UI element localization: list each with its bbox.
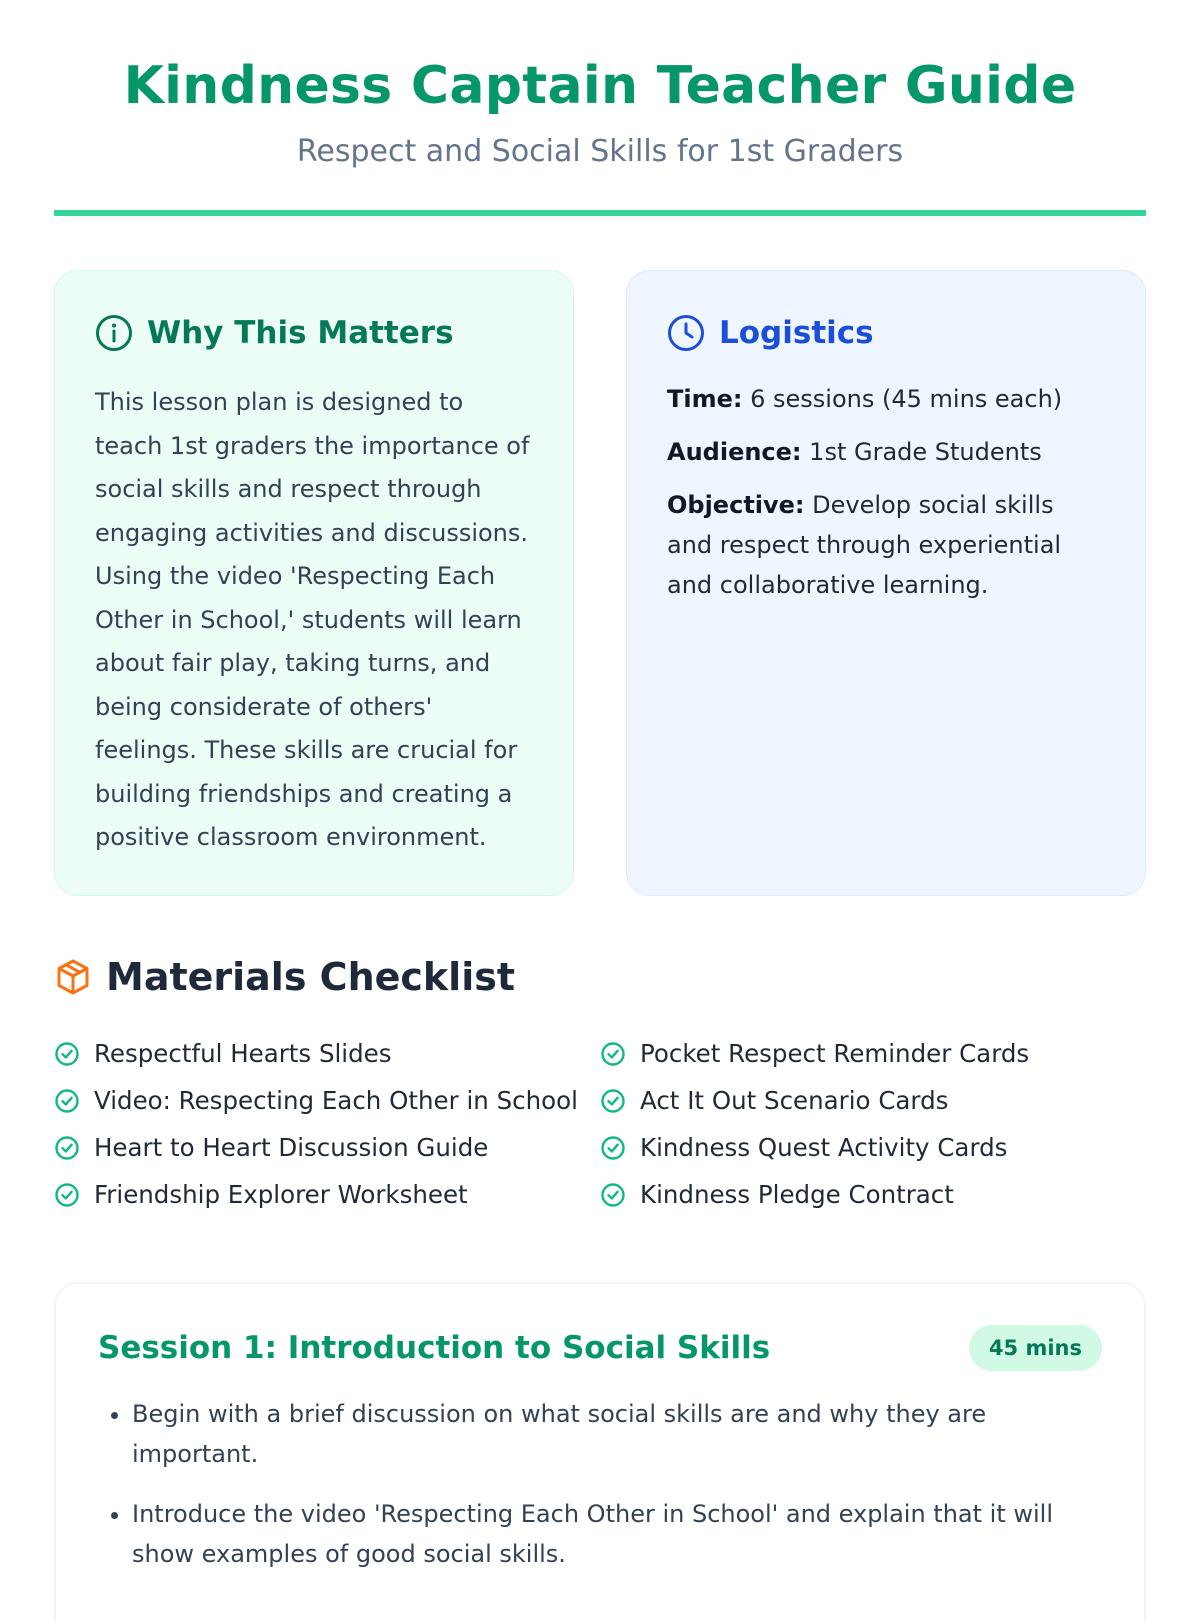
checklist-item-label: Respectful Hearts Slides (94, 1039, 392, 1068)
objective-label: Objective: (667, 491, 805, 519)
checklist-item-label: Kindness Pledge Contract (640, 1180, 954, 1209)
audience-value: 1st Grade Students (809, 438, 1042, 466)
page-title: Kindness Captain Teacher Guide (123, 56, 1077, 116)
check-circle-icon (54, 1041, 80, 1067)
checklist-item (600, 1171, 1146, 1218)
check-circle-icon (600, 1135, 626, 1161)
materials-section (54, 952, 1146, 1218)
materials-column-left (54, 1030, 600, 1218)
check-circle-icon (54, 1135, 80, 1161)
why-card-body: This lesson plan is designed to teach 1st graders the importance of social skills and respect through engaging activities and discussions. Using the video 'Respecting Each Other in School,' students will learn about fair play, taking turns, and being considerate of others' feelings. These skills are crucial for building friendships and creating a positive classroom environment. (95, 388, 530, 851)
session-1-title: Session 1: Introduction to Social Skills (98, 1330, 771, 1366)
logistics-time (667, 379, 1105, 419)
check-circle-icon (600, 1088, 626, 1114)
materials-column-right (600, 1030, 1146, 1218)
logistics-objective (667, 485, 1105, 605)
time-label: Time: (667, 385, 743, 413)
session-1-card (54, 1282, 1146, 1622)
time-value: 6 sessions (45 mins each) (750, 385, 1063, 413)
checklist-item-label: Video: Respecting Each Other in School (94, 1086, 578, 1115)
checklist-item (54, 1030, 600, 1077)
session-step: • Introduce the video 'Respecting Each Other in School' and explain that it will show examples of good social skills. (132, 1494, 1102, 1574)
checklist-item (600, 1124, 1146, 1171)
objective-value: Develop social skills and respect through experiential and collaborative learning. (667, 491, 1062, 599)
logistics-card (626, 270, 1146, 896)
materials-title: Materials Checklist (106, 955, 516, 999)
check-circle-icon (600, 1041, 626, 1067)
clock-icon (667, 314, 705, 352)
info-icon (95, 314, 133, 352)
audience-label: Audience: (667, 438, 802, 466)
checklist-item-label: Pocket Respect Reminder Cards (640, 1039, 1030, 1068)
why-card-header (95, 313, 533, 353)
page-subtitle: Respect and Social Skills for 1st Graders (296, 134, 904, 169)
session-step: • Begin with a brief discussion on what social skills are and why they are important. (132, 1394, 1102, 1474)
check-circle-icon (54, 1088, 80, 1114)
logistics-card-title: Logistics (719, 315, 874, 351)
overview-cards (54, 270, 1146, 896)
guide-header (54, 0, 1146, 216)
logistics-card-header (667, 313, 1105, 353)
box-icon (54, 958, 92, 996)
header-divider (54, 210, 1146, 216)
session-1-header (98, 1324, 1102, 1372)
materials-checklist (54, 1030, 1146, 1218)
checklist-item-label: Heart to Heart Discussion Guide (94, 1133, 489, 1162)
checklist-item (600, 1077, 1146, 1124)
checklist-item (600, 1030, 1146, 1077)
check-circle-icon (600, 1182, 626, 1208)
check-circle-icon (54, 1182, 80, 1208)
checklist-item-label: Kindness Quest Activity Cards (640, 1133, 1008, 1162)
checklist-item (54, 1124, 600, 1171)
checklist-item (54, 1171, 600, 1218)
session-1-steps (98, 1394, 1102, 1574)
logistics-audience (667, 432, 1105, 472)
checklist-item-label: Friendship Explorer Worksheet (94, 1180, 468, 1209)
checklist-item (54, 1077, 600, 1124)
duration-badge: 45 mins (969, 1325, 1102, 1371)
checklist-item-label: Act It Out Scenario Cards (640, 1086, 949, 1115)
why-this-matters-card (54, 270, 574, 896)
why-card-title: Why This Matters (147, 315, 454, 351)
logistics-list (667, 379, 1105, 605)
materials-header (54, 952, 1146, 1002)
